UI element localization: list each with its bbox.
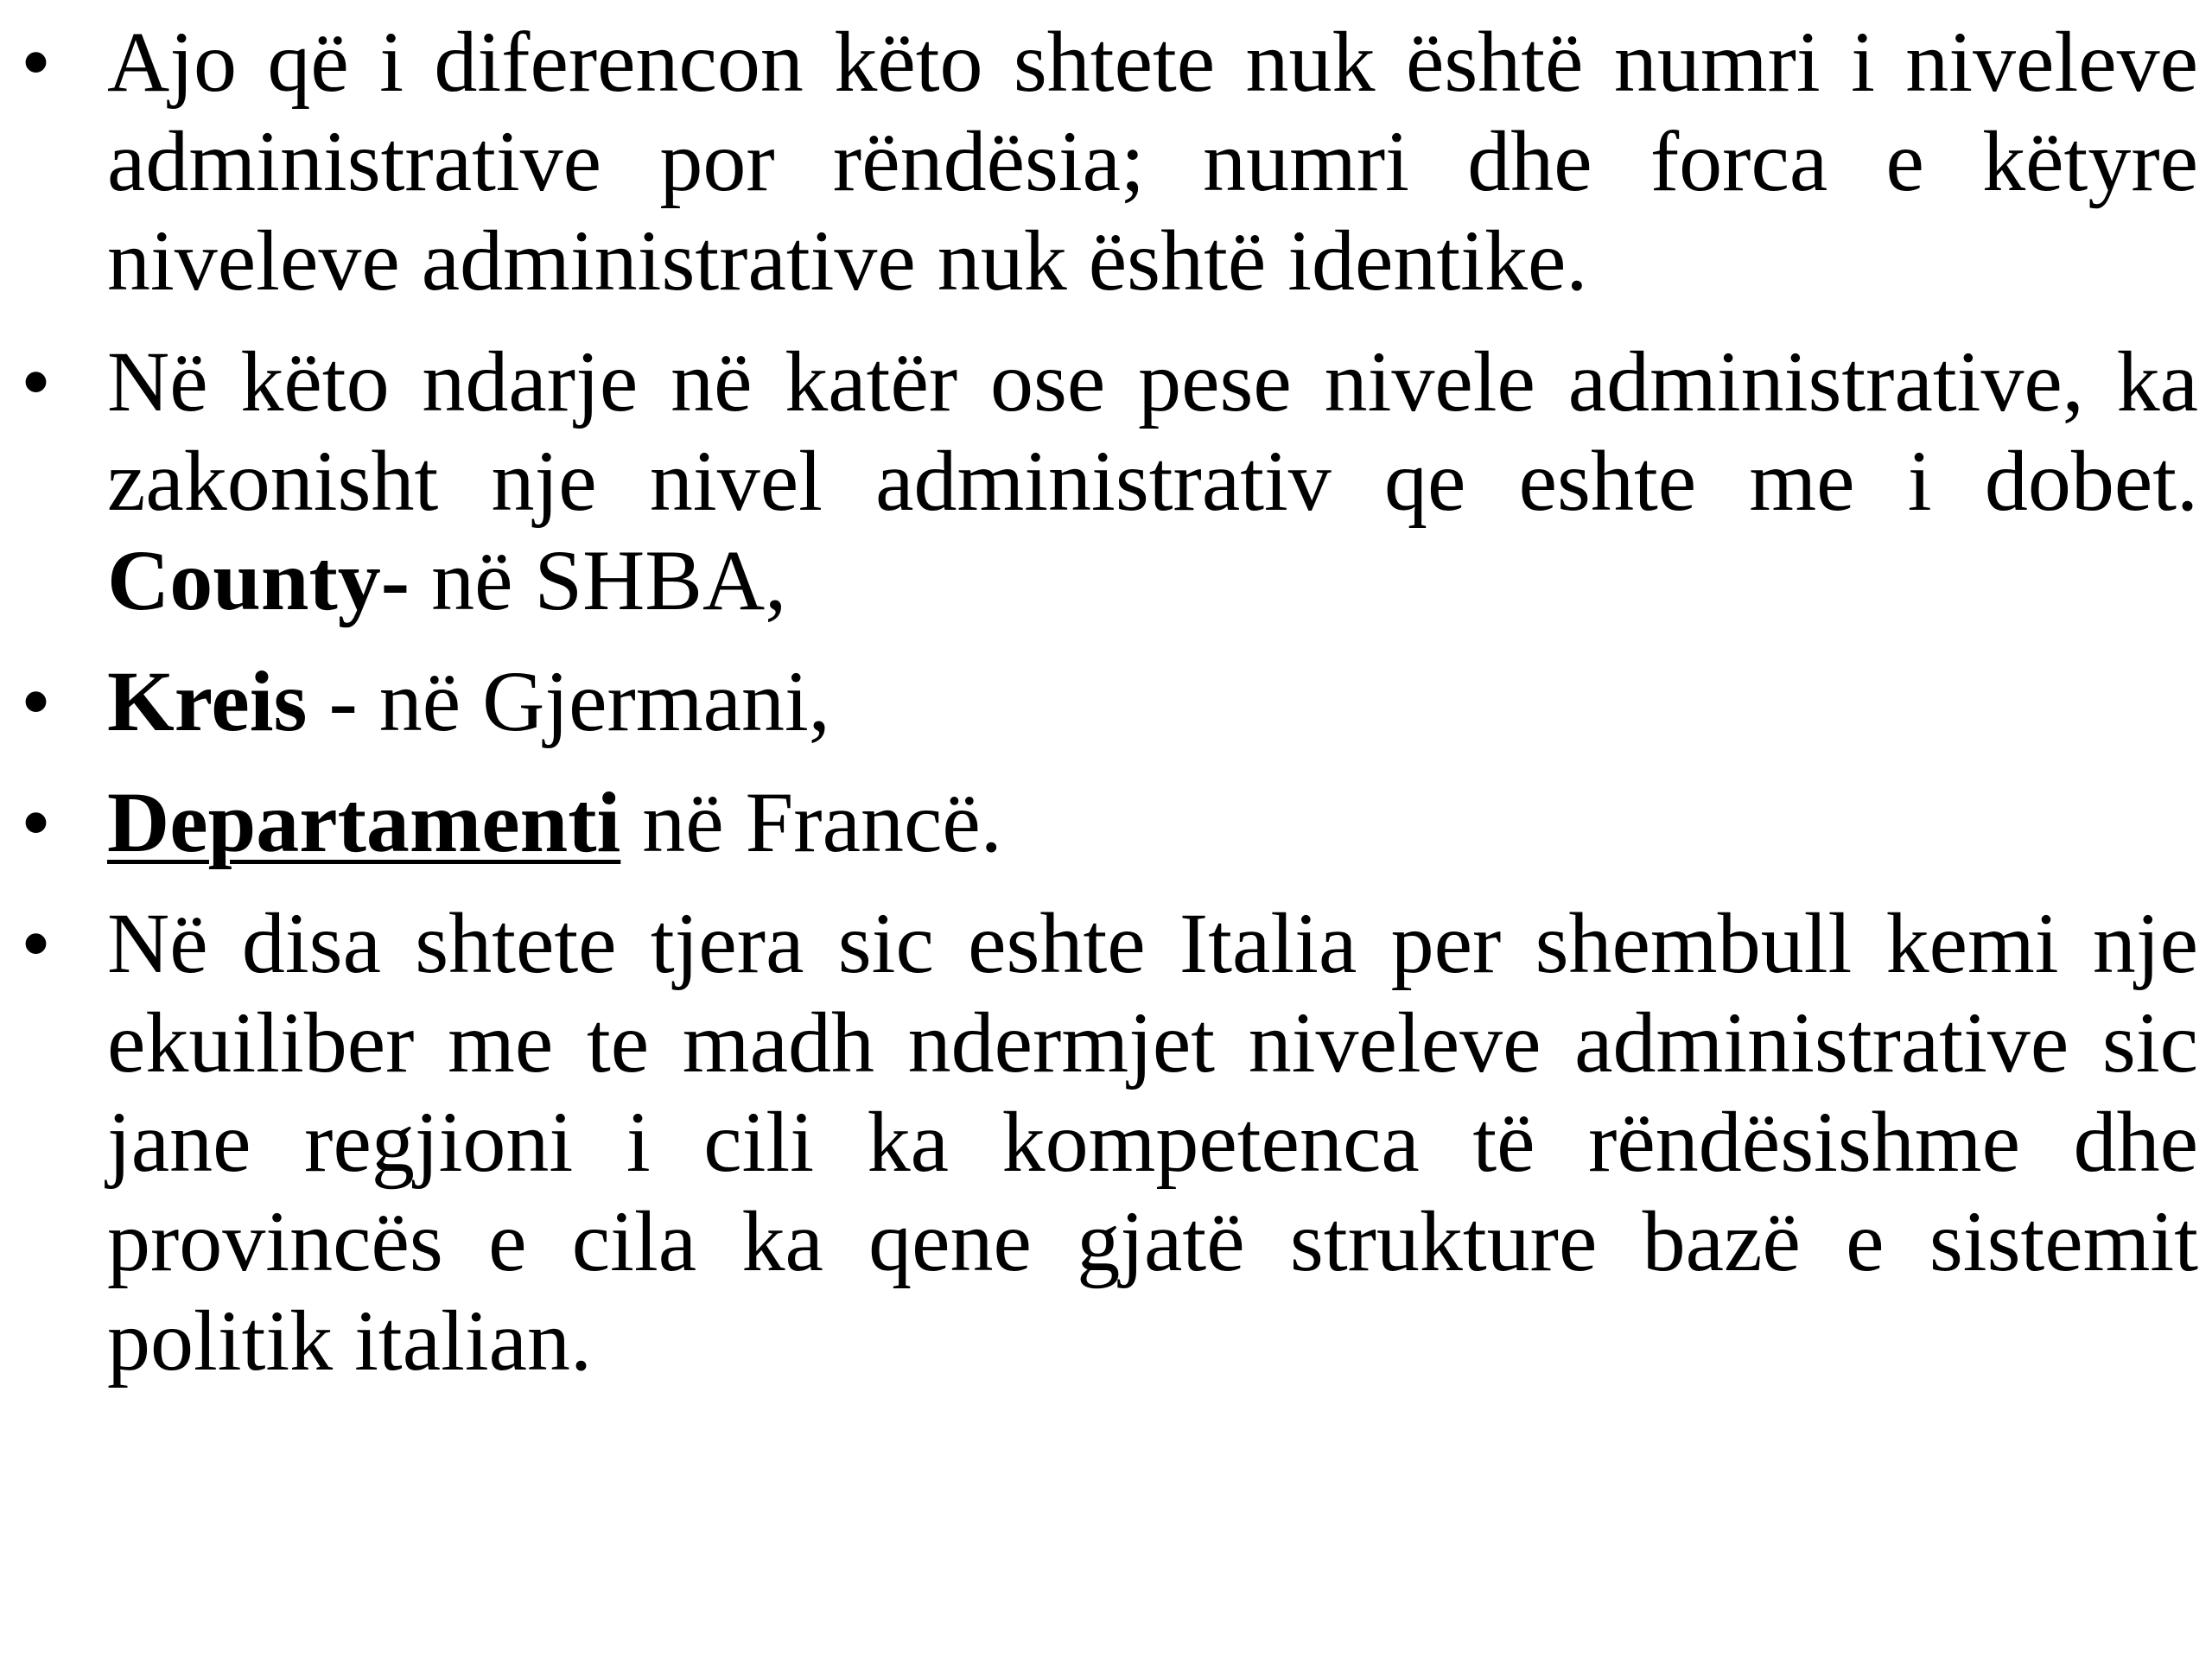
bullet-item-kreis: [21, 652, 2198, 751]
bullet-suffix: në SHBA,: [410, 532, 787, 628]
bullet-suffix: - në Gjermani,: [307, 653, 830, 749]
bullet-item-admin-levels: [21, 12, 2198, 310]
bullet-text: Në këto ndarje në katër ose pese nivele administrative, ka zakonisht nje nivel administrativ qe eshte me i dobet.: [107, 334, 2198, 529]
bullet-text: Ajo që i diferencon këto shtete nuk është numri i niveleve administrative por rëndësia; numri dhe forca e këtyre niveleve administrative nuk është identike.: [107, 14, 2198, 308]
bullet-item-weaker-level: [21, 332, 2198, 630]
bullet-icon: •: [21, 14, 52, 110]
bold-term-departamenti: Departamenti: [107, 774, 621, 870]
bullet-item-departamenti: [21, 772, 2198, 872]
bold-term-kreis: Kreis: [107, 653, 308, 749]
bullet-icon: •: [21, 653, 52, 749]
bullet-icon: •: [21, 334, 52, 429]
bullet-icon: •: [21, 895, 52, 991]
bullet-suffix: në Francë.: [620, 774, 1002, 870]
bullet-icon: •: [21, 774, 52, 870]
bullet-text: Në disa shtete tjera sic eshte Italia per shembull kemi nje ekuiliber me te madh ndermjet niveleve administrative sic jane regjioni i cili ka kompetenca të rëndësishme dhe provincës e cila ka qene gjatë strukture bazë e sistemit politik italian.: [107, 895, 2198, 1389]
bold-term-county: County-: [107, 532, 410, 628]
bullet-item-italy: [21, 893, 2198, 1390]
bullet-list: [21, 12, 2198, 1412]
